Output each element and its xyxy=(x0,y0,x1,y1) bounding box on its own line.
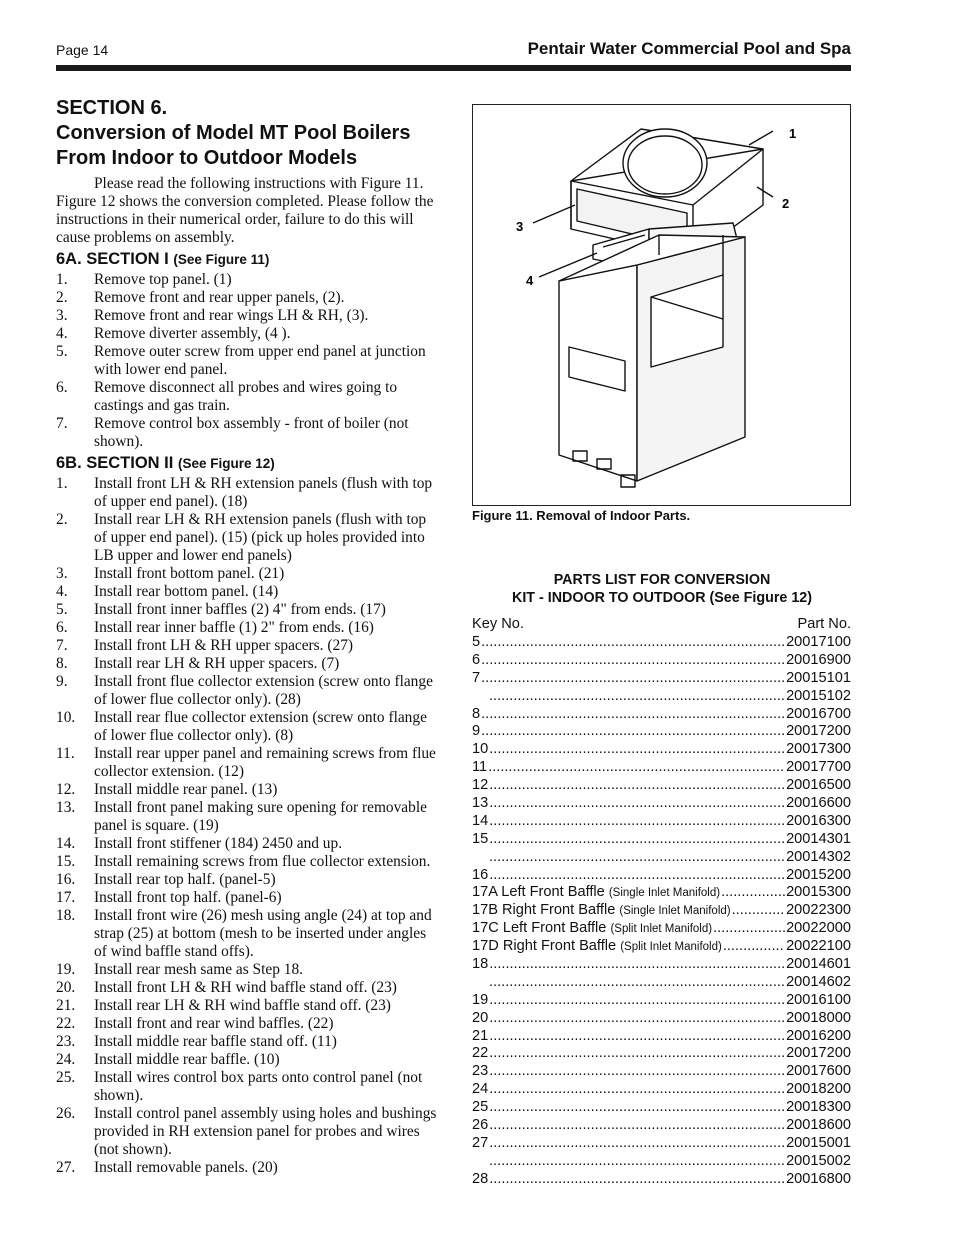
step-number: 3. xyxy=(56,307,68,324)
header-divider xyxy=(56,65,851,71)
part-key: 17D Right Front Baffle (Split Inlet Manifold) xyxy=(472,938,722,955)
parts-row xyxy=(472,1063,851,1081)
section-b-step xyxy=(56,961,441,979)
parts-column-headers xyxy=(472,616,851,632)
dot-leader xyxy=(489,777,785,793)
parts-row xyxy=(472,741,851,759)
part-number: 20017300 xyxy=(786,741,851,758)
parts-row xyxy=(472,884,851,902)
section-a-step xyxy=(56,343,441,379)
step-number: 6. xyxy=(56,379,68,396)
callout-1: 1 xyxy=(789,126,797,141)
step-number: 13. xyxy=(56,799,76,816)
part-key: 21 xyxy=(472,1027,489,1044)
dot-leader xyxy=(489,813,785,829)
dot-leader xyxy=(489,795,785,811)
intro-paragraph: Please read the following instructions with Figure 11. Figure 12 shows the conversion completed. Please follow the instructions in their numerical order, failure to do this will cause problems on assembly. xyxy=(56,175,434,246)
col-key-no: Key No. xyxy=(472,616,524,632)
section-b-step xyxy=(56,889,441,907)
step-number: 26. xyxy=(56,1105,76,1122)
dot-leader xyxy=(489,1099,785,1115)
part-number: 20015102 xyxy=(786,687,851,704)
section-a-title: 6A. SECTION I xyxy=(56,250,169,268)
section-title-line1: Conversion of Model MT Pool Boilers xyxy=(56,122,411,144)
dot-leader xyxy=(489,1135,785,1151)
parts-row xyxy=(472,723,851,741)
step-number: 1. xyxy=(56,271,68,288)
part-note: (Single Inlet Manifold) xyxy=(619,905,731,918)
parts-row xyxy=(472,974,851,992)
step-text: Remove outer screw from upper end panel at junction with lower end panel. xyxy=(94,343,426,378)
parts-row xyxy=(472,1028,851,1046)
part-number: 20017200 xyxy=(786,723,851,740)
section-b-step xyxy=(56,583,441,601)
dot-leader xyxy=(489,974,785,990)
part-key: 7 xyxy=(472,669,481,686)
part-key: 25 xyxy=(472,1099,489,1116)
part-key: 12 xyxy=(472,777,489,794)
step-text: Install front wire (26) mesh using angle (24) at top and strap (25) at bottom (mesh to be inserted under angles of wind baffle stand offs). xyxy=(94,907,432,960)
parts-list-title xyxy=(472,571,852,607)
col-part-no: Part No. xyxy=(797,616,851,632)
dot-leader xyxy=(489,688,785,704)
part-key: 22 xyxy=(472,1045,489,1062)
part-key: 5 xyxy=(472,634,481,650)
step-text: Remove top panel. (1) xyxy=(94,271,232,288)
section-a-step xyxy=(56,379,441,415)
part-number: 20022000 xyxy=(786,920,851,937)
step-number: 10. xyxy=(56,709,76,726)
parts-row xyxy=(472,1045,851,1063)
step-text: Install remaining screws from flue collector extension. xyxy=(94,853,431,870)
step-text: Install front LH & RH wind baffle stand off. (23) xyxy=(94,979,397,996)
section-b-step xyxy=(56,745,441,781)
parts-row xyxy=(472,670,851,688)
dot-leader xyxy=(489,1063,785,1079)
section-a-step xyxy=(56,307,441,325)
step-number: 25. xyxy=(56,1069,76,1086)
section-a-step xyxy=(56,415,441,451)
part-key: 8 xyxy=(472,705,481,722)
step-text: Remove control box assembly - front of boiler (not shown). xyxy=(94,415,409,450)
section-b-step xyxy=(56,835,441,853)
section-b-step xyxy=(56,475,441,511)
part-key: 18 xyxy=(472,956,489,973)
step-text: Install rear LH & RH upper spacers. (7) xyxy=(94,655,340,672)
step-number: 9. xyxy=(56,673,68,690)
section-b-step xyxy=(56,979,441,997)
dot-leader xyxy=(489,1081,785,1097)
part-number: 20016900 xyxy=(786,651,851,668)
parts-row xyxy=(472,920,851,938)
section-b-step xyxy=(56,511,441,565)
dot-leader xyxy=(489,992,785,1008)
section-b-step xyxy=(56,709,441,745)
dot-leader xyxy=(481,723,785,739)
step-text: Remove front and rear wings LH & RH, (3). xyxy=(94,307,369,324)
step-number: 11. xyxy=(56,745,75,762)
dot-leader xyxy=(481,670,785,686)
parts-row xyxy=(472,1171,851,1189)
section-b-step xyxy=(56,1015,441,1033)
part-number: 20017600 xyxy=(786,1063,851,1080)
section-b-step xyxy=(56,637,441,655)
step-text: Install wires control box parts onto control panel (not shown). xyxy=(94,1069,423,1104)
part-key: 15 xyxy=(472,830,489,847)
part-key: 23 xyxy=(472,1063,489,1080)
part-number: 20017100 xyxy=(786,634,851,650)
step-text: Install front LH & RH upper spacers. (27) xyxy=(94,637,354,654)
section-b-step xyxy=(56,853,441,871)
part-number: 20014302 xyxy=(786,848,851,865)
dot-leader xyxy=(488,759,785,775)
section-b-step xyxy=(56,997,441,1015)
dot-leader xyxy=(489,867,785,883)
step-text: Install removable panels. (20) xyxy=(94,1159,278,1176)
section-b-step xyxy=(56,781,441,799)
section-b-step xyxy=(56,871,441,889)
part-note: (Split Inlet Manifold) xyxy=(620,941,722,954)
document-title: Pentair Water Commercial Pool and Spa xyxy=(527,39,851,58)
step-text: Install rear mesh same as Step 18. xyxy=(94,961,303,978)
section-b-step xyxy=(56,799,441,835)
dot-leader xyxy=(489,1153,785,1169)
parts-row xyxy=(472,867,851,885)
step-text: Install front top half. (panel-6) xyxy=(94,889,282,906)
step-number: 2. xyxy=(56,289,68,306)
part-number: 20014601 xyxy=(786,956,851,973)
page-number: Page 14 xyxy=(56,42,109,58)
step-number: 17. xyxy=(56,889,76,906)
step-number: 7. xyxy=(56,415,68,432)
step-text: Install rear flue collector extension (screw onto flange of lower flue collector only). (8) xyxy=(94,709,427,744)
part-number: 20017700 xyxy=(786,759,851,776)
step-number: 18. xyxy=(56,907,76,924)
section-b-step xyxy=(56,1159,441,1177)
step-number: 5. xyxy=(56,601,68,618)
step-number: 2. xyxy=(56,511,68,528)
step-number: 24. xyxy=(56,1051,76,1068)
step-number: 15. xyxy=(56,853,76,870)
part-key: 6 xyxy=(472,651,481,668)
step-text: Remove disconnect all probes and wires going to castings and gas train. xyxy=(94,379,398,414)
step-text: Install rear upper panel and remaining screws from flue collector extension. (12) xyxy=(94,745,436,780)
section-a-steps xyxy=(56,271,441,451)
part-number: 20014301 xyxy=(786,830,851,847)
parts-row xyxy=(472,992,851,1010)
dot-leader xyxy=(721,884,785,900)
part-key: 11 xyxy=(472,759,488,776)
section-b-step xyxy=(56,619,441,637)
dot-leader xyxy=(481,634,785,650)
step-number: 5. xyxy=(56,343,68,360)
parts-row xyxy=(472,634,851,652)
section-b-step xyxy=(56,1051,441,1069)
step-number: 12. xyxy=(56,781,76,798)
part-number: 20014602 xyxy=(786,973,851,990)
step-number: 8. xyxy=(56,655,68,672)
dot-leader xyxy=(489,1171,785,1187)
part-number: 20016200 xyxy=(786,1027,851,1044)
section-b-title: 6B. SECTION II xyxy=(56,454,174,472)
parts-row xyxy=(472,831,851,849)
step-number: 6. xyxy=(56,619,68,636)
instructions-column xyxy=(56,96,441,1177)
dot-leader xyxy=(489,1117,785,1133)
part-key: 28 xyxy=(472,1170,489,1187)
parts-title-line1: PARTS LIST FOR CONVERSION xyxy=(553,572,771,588)
part-number: 20016600 xyxy=(786,795,851,812)
part-number: 20016100 xyxy=(786,991,851,1008)
parts-row xyxy=(472,1099,851,1117)
part-number: 20018200 xyxy=(786,1081,851,1098)
callout-4: 4 xyxy=(526,273,534,288)
step-text: Install middle rear baffle stand off. (11) xyxy=(94,1033,337,1050)
section-b-steps xyxy=(56,475,441,1177)
section-b-step xyxy=(56,601,441,619)
part-key: 10 xyxy=(472,741,489,758)
section-number: SECTION 6. xyxy=(56,97,168,119)
part-number: 20018600 xyxy=(786,1117,851,1134)
part-key: 26 xyxy=(472,1117,489,1134)
dot-leader xyxy=(489,956,785,972)
part-note: (Single Inlet Manifold) xyxy=(608,887,721,900)
dot-leader xyxy=(489,1045,785,1061)
step-text: Install rear LH & RH wind baffle stand off. (23) xyxy=(94,997,391,1014)
section-b-step xyxy=(56,1105,441,1159)
part-number: 20018300 xyxy=(786,1099,851,1116)
figure-caption: Figure 11. Removal of Indoor Parts. xyxy=(472,508,691,523)
section-b-step xyxy=(56,1069,441,1105)
dot-leader xyxy=(723,938,785,954)
part-number: 20016700 xyxy=(786,705,851,722)
dot-leader xyxy=(489,831,785,847)
step-number: 4. xyxy=(56,583,68,600)
step-number: 1. xyxy=(56,475,68,492)
step-number: 19. xyxy=(56,961,76,978)
step-text: Install rear inner baffle (1) 2" from ends. (16) xyxy=(94,619,374,636)
section-a-heading xyxy=(56,249,441,270)
part-key: 9 xyxy=(472,723,481,740)
part-note: (Split Inlet Manifold) xyxy=(610,923,713,936)
parts-row xyxy=(472,1081,851,1099)
part-key: 17C Left Front Baffle (Split Inlet Manifold) xyxy=(472,920,713,937)
parts-row xyxy=(472,849,851,867)
part-key: 19 xyxy=(472,991,489,1008)
step-number: 16. xyxy=(56,871,76,888)
parts-row xyxy=(472,1010,851,1028)
part-number: 20022100 xyxy=(786,938,851,955)
step-text: Install control panel assembly using holes and bushings provided in RH extension panel for probes and wires (not shown). xyxy=(94,1105,437,1158)
part-key: 27 xyxy=(472,1134,489,1151)
part-number: 20018000 xyxy=(786,1009,851,1026)
step-number: 3. xyxy=(56,565,68,582)
part-key: 17B Right Front Baffle (Single Inlet Manifold) xyxy=(472,902,731,919)
dot-leader xyxy=(489,849,785,865)
part-key: 13 xyxy=(472,795,489,812)
step-text: Install front LH & RH extension panels (flush with top of upper end panel). (18) xyxy=(94,475,433,510)
figure-11 xyxy=(472,104,851,506)
part-key: 17A Left Front Baffle (Single Inlet Manifold) xyxy=(472,884,721,901)
parts-row xyxy=(472,813,851,831)
part-number: 20015101 xyxy=(786,669,851,686)
section-a-step xyxy=(56,271,441,289)
parts-row xyxy=(472,777,851,795)
parts-row xyxy=(472,902,851,920)
dot-leader xyxy=(481,652,785,668)
section-a-step xyxy=(56,289,441,307)
dot-leader xyxy=(489,1028,785,1044)
parts-list xyxy=(472,634,851,1189)
step-text: Install middle rear baffle. (10) xyxy=(94,1051,280,1068)
step-number: 4. xyxy=(56,325,68,342)
section-b-step xyxy=(56,673,441,709)
step-text: Install middle rear panel. (13) xyxy=(94,781,278,798)
part-number: 20015002 xyxy=(786,1152,851,1169)
part-number: 20015200 xyxy=(786,866,851,883)
step-text: Install front inner baffles (2) 4" from ends. (17) xyxy=(94,601,386,618)
part-key: 20 xyxy=(472,1009,489,1026)
part-key: 24 xyxy=(472,1081,489,1098)
part-key: 14 xyxy=(472,812,489,829)
parts-row xyxy=(472,956,851,974)
part-number: 20016800 xyxy=(786,1170,851,1187)
part-number: 20016500 xyxy=(786,777,851,794)
parts-row xyxy=(472,706,851,724)
section-title-line2: From Indoor to Outdoor Models xyxy=(56,147,358,169)
callout-3: 3 xyxy=(516,219,524,234)
step-text: Remove diverter assembly, (4 ). xyxy=(94,325,291,342)
parts-row xyxy=(472,938,851,956)
step-number: 20. xyxy=(56,979,76,996)
section-b-step xyxy=(56,655,441,673)
step-text: Remove front and rear upper panels, (2). xyxy=(94,289,345,306)
callout-2: 2 xyxy=(782,196,790,211)
parts-row xyxy=(472,1135,851,1153)
step-text: Install rear top half. (panel-5) xyxy=(94,871,276,888)
step-text: Install rear bottom panel. (14) xyxy=(94,583,279,600)
section-a-step xyxy=(56,325,441,343)
step-text: Install front flue collector extension (screw onto flange of lower flue collector only). (28) xyxy=(94,673,433,708)
section-b-heading xyxy=(56,453,441,474)
part-number: 20015001 xyxy=(786,1134,851,1151)
parts-row xyxy=(472,652,851,670)
parts-row xyxy=(472,688,851,706)
dot-leader xyxy=(489,741,785,757)
boiler-exploded-diagram xyxy=(473,105,850,505)
parts-row xyxy=(472,759,851,777)
dot-leader xyxy=(732,902,785,918)
dot-leader xyxy=(489,1010,785,1026)
dot-leader xyxy=(713,920,785,936)
parts-row xyxy=(472,795,851,813)
step-text: Install front and rear wind baffles. (22) xyxy=(94,1015,334,1032)
part-number: 20015300 xyxy=(786,884,851,901)
step-number: 14. xyxy=(56,835,76,852)
parts-row xyxy=(472,1117,851,1135)
dot-leader xyxy=(481,706,785,722)
section-b-step xyxy=(56,907,441,961)
step-number: 23. xyxy=(56,1033,76,1050)
step-number: 7. xyxy=(56,637,68,654)
step-text: Install front stiffener (184) 2450 and up. xyxy=(94,835,343,852)
step-text: Install front panel making sure opening for removable panel is square. (19) xyxy=(94,799,427,834)
part-number: 20016300 xyxy=(786,812,851,829)
part-number: 20017200 xyxy=(786,1045,851,1062)
step-text: Install rear LH & RH extension panels (flush with top of upper end panel). (15) (pick up holes provided into LB upper and lower end panels) xyxy=(94,511,427,564)
step-number: 22. xyxy=(56,1015,76,1032)
step-number: 27. xyxy=(56,1159,76,1176)
section-b-step xyxy=(56,1033,441,1051)
part-number: 20022300 xyxy=(786,902,851,919)
part-key: 16 xyxy=(472,866,489,883)
parts-title-line2: KIT - INDOOR TO OUTDOOR (See Figure 12) xyxy=(512,590,812,606)
step-number: 21. xyxy=(56,997,76,1014)
section-a-ref: (See Figure 11) xyxy=(173,252,270,267)
section-b-step xyxy=(56,565,441,583)
step-text: Install front bottom panel. (21) xyxy=(94,565,285,582)
section-b-ref: (See Figure 12) xyxy=(177,456,275,471)
parts-row xyxy=(472,1153,851,1171)
